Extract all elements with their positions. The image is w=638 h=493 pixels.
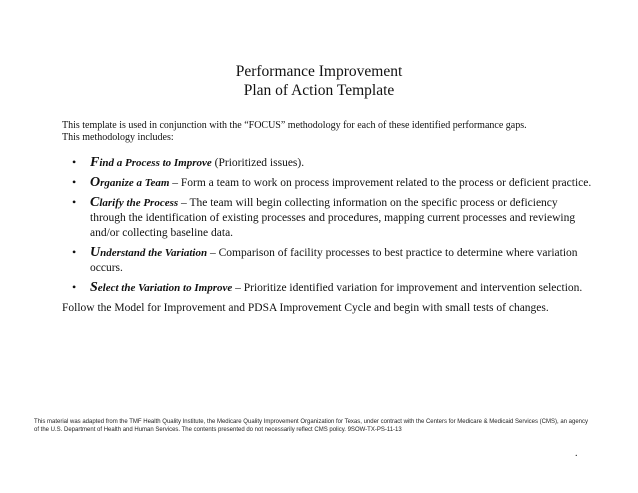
step-text: – The team will begin collecting information on the specific process or deficiency through the identification of existing processes and procedures, mapping current processes and reviewing and/or collecting baseline data. [90,197,576,239]
follow-instruction: Follow the Model for Improvement and PDSA Improvement Cycle and begin with small tests of changes. [62,302,549,314]
step-text: – Comparison of facility processes to best practice to determine where variation occurs. [90,247,578,274]
intro-line-1: This template is used in conjunction with the “FOCUS” methodology for each of these identified performance gaps. [62,120,527,131]
footer-disclaimer: This material was adapted from the TMF Health Quality Institute, the Medicare Quality Improvement Organization for Texas, under contract with the Centers for Medicare & Medicaid Services (CMS), an agency of the U.S. Department of Health and Human Services. The contents presented do not necessarily reflect CMS policy. 9SOW-TX-PS-11-13 [34,419,589,433]
step-initial: S [90,280,98,295]
title-line-1: Performance Improvement [235,63,403,80]
step-initial: U [90,245,101,260]
step-initial: O [90,175,101,190]
bullet-icon: • [72,175,77,189]
title-line-2: Plan of Action Template [243,82,395,99]
document-title [0,62,638,100]
bullet-icon: • [72,155,77,169]
step-text: – Prioritize identified variation for improvement and intervention selection. [232,282,583,294]
list-item [72,280,592,296]
focus-steps-list [72,155,592,300]
bullet-icon: • [72,245,77,259]
step-text: (Prioritized issues). [211,157,305,169]
bullet-icon: • [72,195,77,209]
list-item [72,245,592,276]
step-lead: elect the Variation to Improve [97,282,233,294]
step-initial: C [90,195,100,210]
list-item [72,155,592,171]
intro-text [62,120,527,144]
intro-line-2: This methodology includes: [62,132,174,143]
trailing-mark: . [575,448,578,459]
step-text: – Form a team to work on process improvement related to the process or deficient practice. [169,177,592,189]
step-lead: nderstand the Variation [100,247,208,259]
bullet-icon: • [72,280,77,294]
step-lead: rganize a Team [100,177,170,189]
step-initial: F [90,155,100,170]
step-lead: larify the Process [99,197,179,209]
list-item [72,195,592,241]
list-item [72,175,592,191]
step-lead: ind a Process to Improve [99,157,212,169]
